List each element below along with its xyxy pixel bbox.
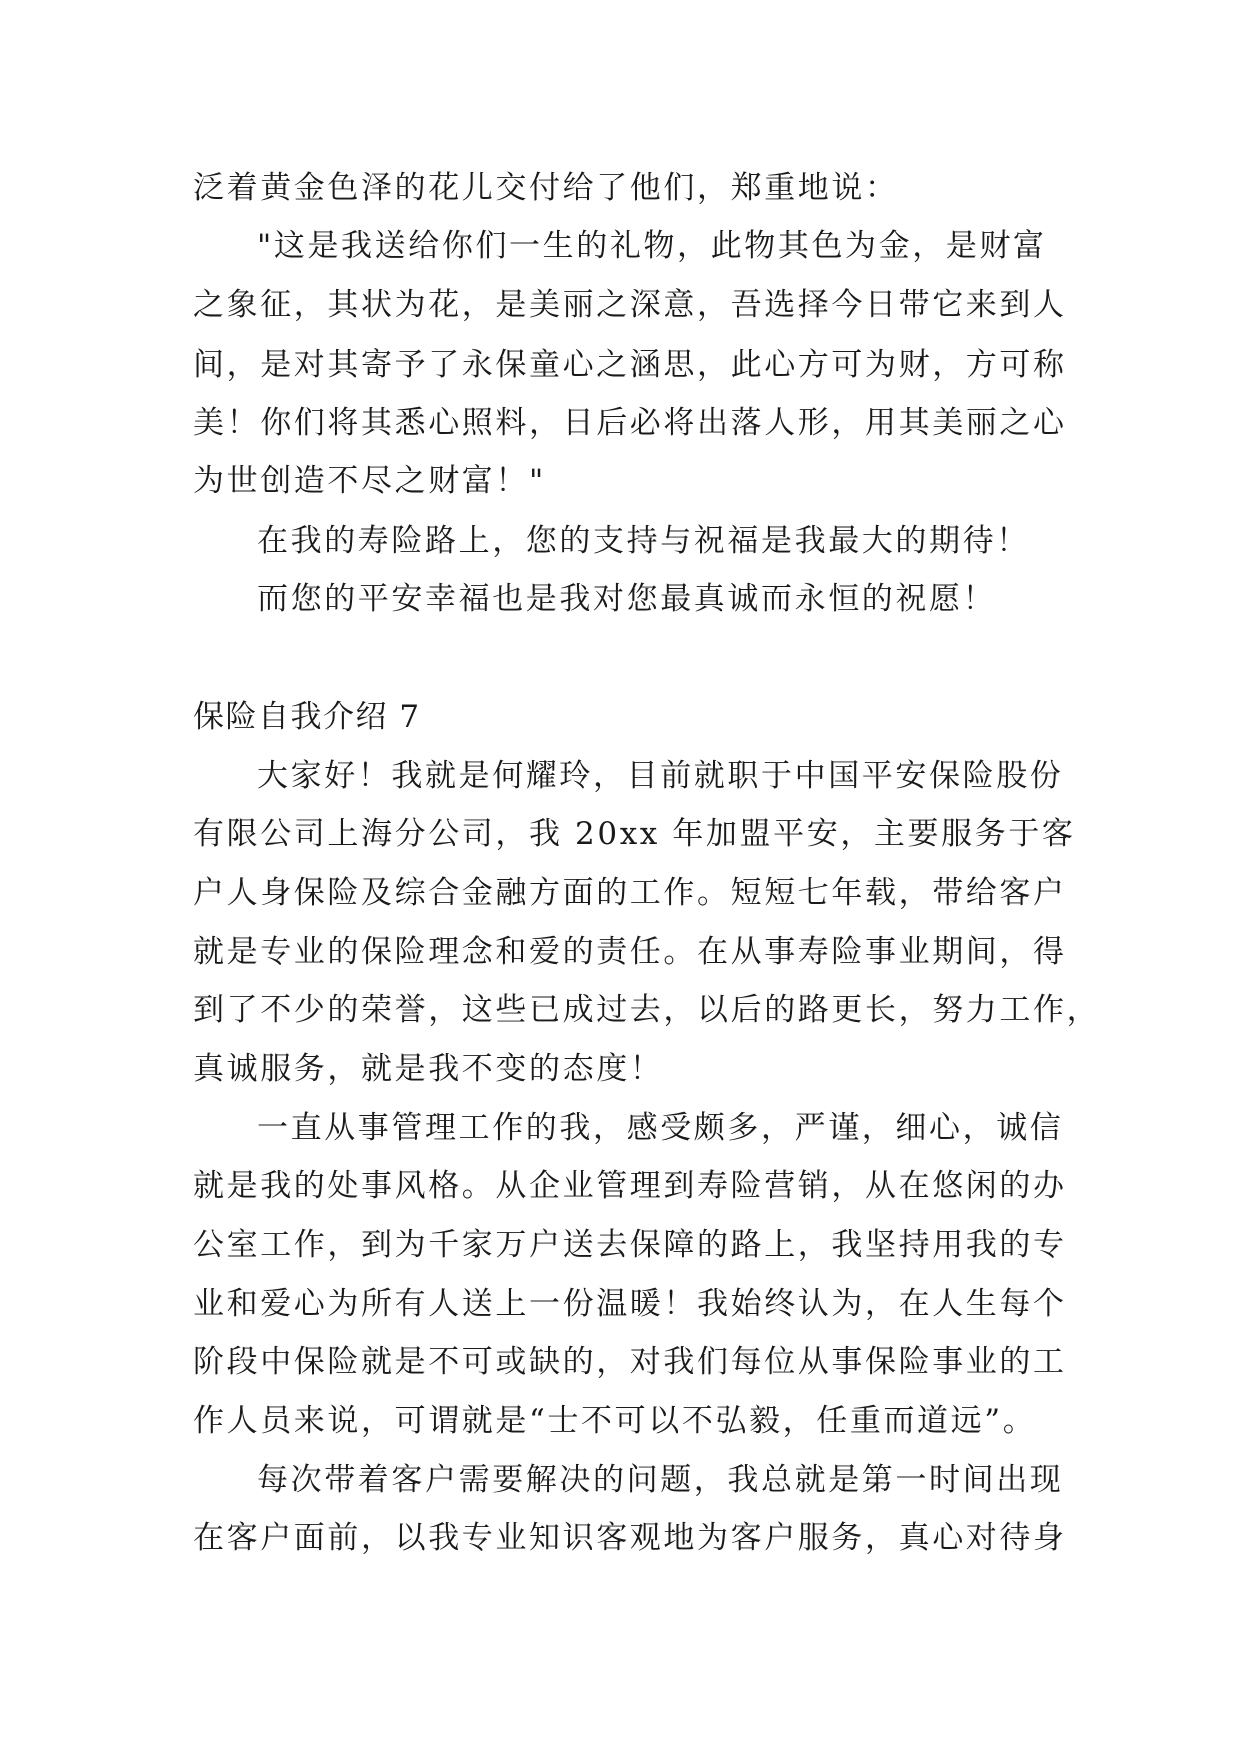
text-line: 就是专业的保险理念和爱的责任。在从事寿险事业期间，得 [193, 934, 1067, 970]
text-line: 真诚服务，就是我不变的态度！ [193, 1051, 664, 1087]
text-line: 户人身保险及综合金融方面的工作。短短七年载，带给客户 [193, 875, 1067, 911]
text-line: 阶段中保险就是不可或缺的，对我们每位从事保险事业的工 [193, 1344, 1067, 1380]
text-line: 公室工作，到为千家万户送去保障的路上，我坚持用我的专 [193, 1227, 1067, 1263]
text-line: 在客户面前，以我专业知识客观地为客户服务，真心对待身 [193, 1520, 1067, 1556]
section-heading: 保险自我介绍 7 [193, 699, 421, 735]
text-line: 业和爱心为所有人送上一份温暖！我始终认为，在人生每个 [193, 1286, 1067, 1322]
text-line: 到了不少的荣誉，这些已成过去，以后的路更长，努力工作， [193, 992, 1101, 1028]
text-line: 而您的平安幸福也是我对您最真诚而永恒的祝愿！ [257, 581, 997, 617]
text-line: 为世创造不尽之财富！" [193, 463, 546, 499]
text-line: 有限公司上海分公司，我 20xx 年加盟平安，主要服务于客 [193, 816, 1076, 852]
text-line: "这是我送给你们一生的礼物，此物其色为金，是财富 [257, 228, 1047, 264]
text-line: 大家好！我就是何耀玲，目前就职于中国平安保险股份 [257, 758, 1064, 794]
text-line: 美！你们将其悉心照料，日后必将出落人形，用其美丽之心 [193, 405, 1067, 441]
text-line: 就是我的处事风格。从企业管理到寿险营销，从在悠闲的办 [193, 1168, 1067, 1204]
text-line: 在我的寿险路上，您的支持与祝福是我最大的期待！ [257, 523, 1030, 559]
text-line: 泛着黄金色泽的花儿交付给了他们，郑重地说： [193, 170, 899, 206]
text-line: 一直从事管理工作的我，感受颇多，严谨，细心，诚信 [257, 1110, 1064, 1146]
text-line: 之象征，其状为花，是美丽之深意，吾选择今日带它来到人 [193, 287, 1067, 323]
text-line: 间，是对其寄予了永保童心之涵思，此心方可为财，方可称 [193, 347, 1067, 383]
text-line: 作人员来说，可谓就是“士不可以不弘毅，任重而道远”。 [193, 1403, 1037, 1439]
text-line: 每次带着客户需要解决的问题，我总就是第一时间出现 [257, 1462, 1064, 1498]
